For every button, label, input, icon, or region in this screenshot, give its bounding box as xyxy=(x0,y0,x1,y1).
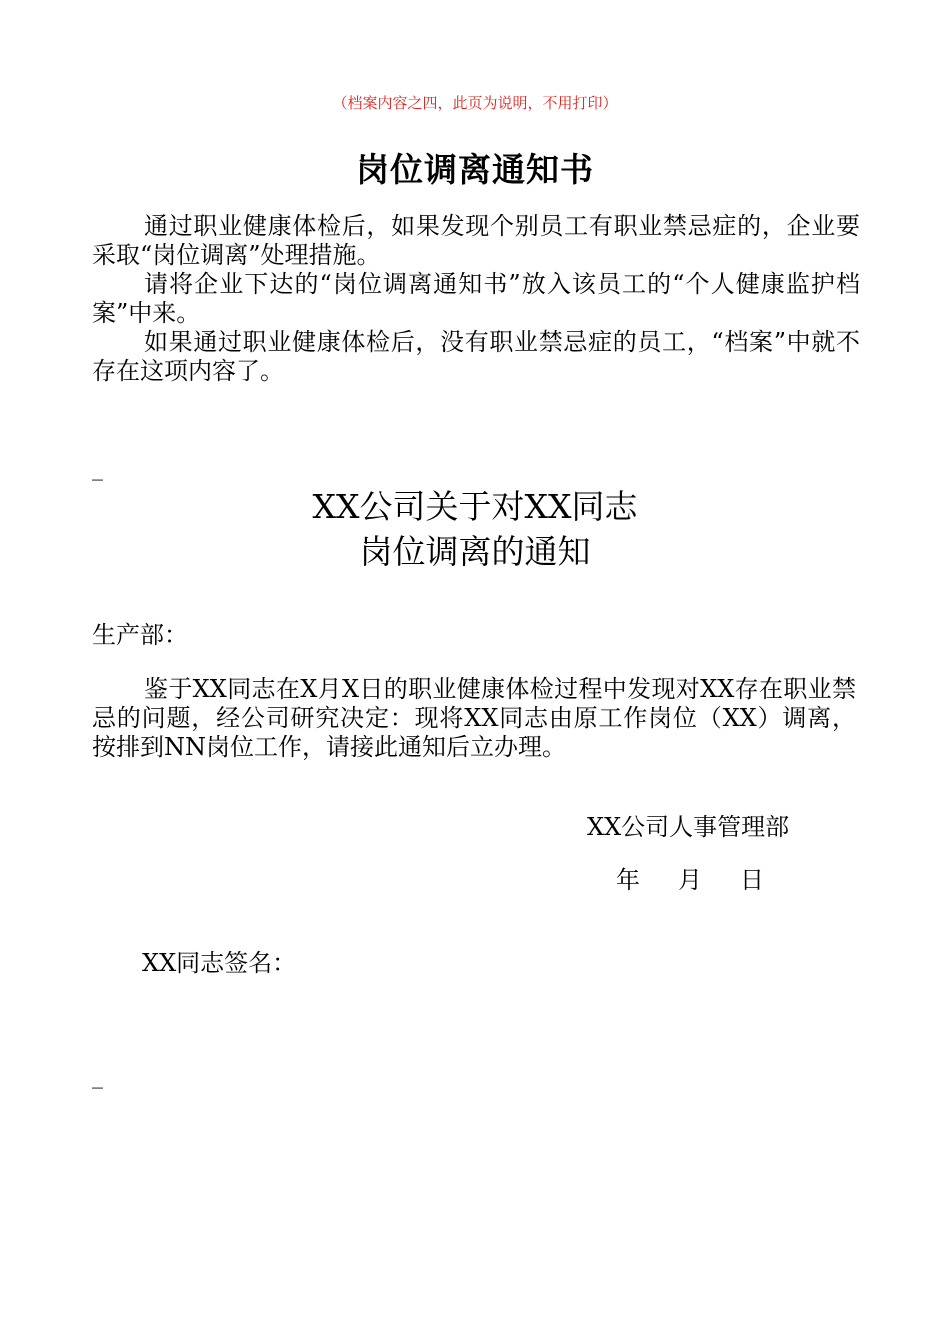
date-day-label: 日 xyxy=(740,866,764,894)
notice-recipient: 生产部： xyxy=(92,621,188,649)
document-title: 岗位调离通知书 xyxy=(356,150,594,189)
intro-paragraph-1: 通过职业健康体检后，如果发现个别员工有职业禁忌症的，企业要采取“岗位调离”处理措施。 xyxy=(92,212,860,269)
section-marker-top: _ xyxy=(92,456,103,481)
section-marker-bottom: _ xyxy=(92,1064,103,1089)
intro-paragraph-3: 如果通过职业健康体检后，没有职业禁忌症的员工，“档案”中就不存在这项内容了。 xyxy=(92,328,860,385)
notice-signer: XX公司人事管理部 xyxy=(587,813,790,841)
intro-paragraph-2: 请将企业下达的“岗位调离通知书”放入该员工的“个人健康监护档案”中来。 xyxy=(92,270,860,327)
notice-title xyxy=(0,484,950,574)
notice-title-line-1: XX公司关于对XX同志 xyxy=(312,487,638,526)
date-year-label: 年 xyxy=(616,866,640,894)
notice-body: 鉴于XX同志在X月X日的职业健康体检过程中发现对XX存在职业禁忌的问题，经公司研究决定：现将XX同志由原工作岗位（XX）调离，按排到NN岗位工作，请接此通知后立办理。 xyxy=(92,675,856,761)
notice-title-line-2: 岗位调离的通知 xyxy=(359,532,591,571)
print-note: （档案内容之四，此页为说明，不用打印） xyxy=(332,94,618,112)
date-month-label: 月 xyxy=(678,866,702,894)
signature-label: XX同志签名： xyxy=(142,949,297,977)
intro-section xyxy=(92,212,860,386)
notice-date xyxy=(616,865,764,895)
